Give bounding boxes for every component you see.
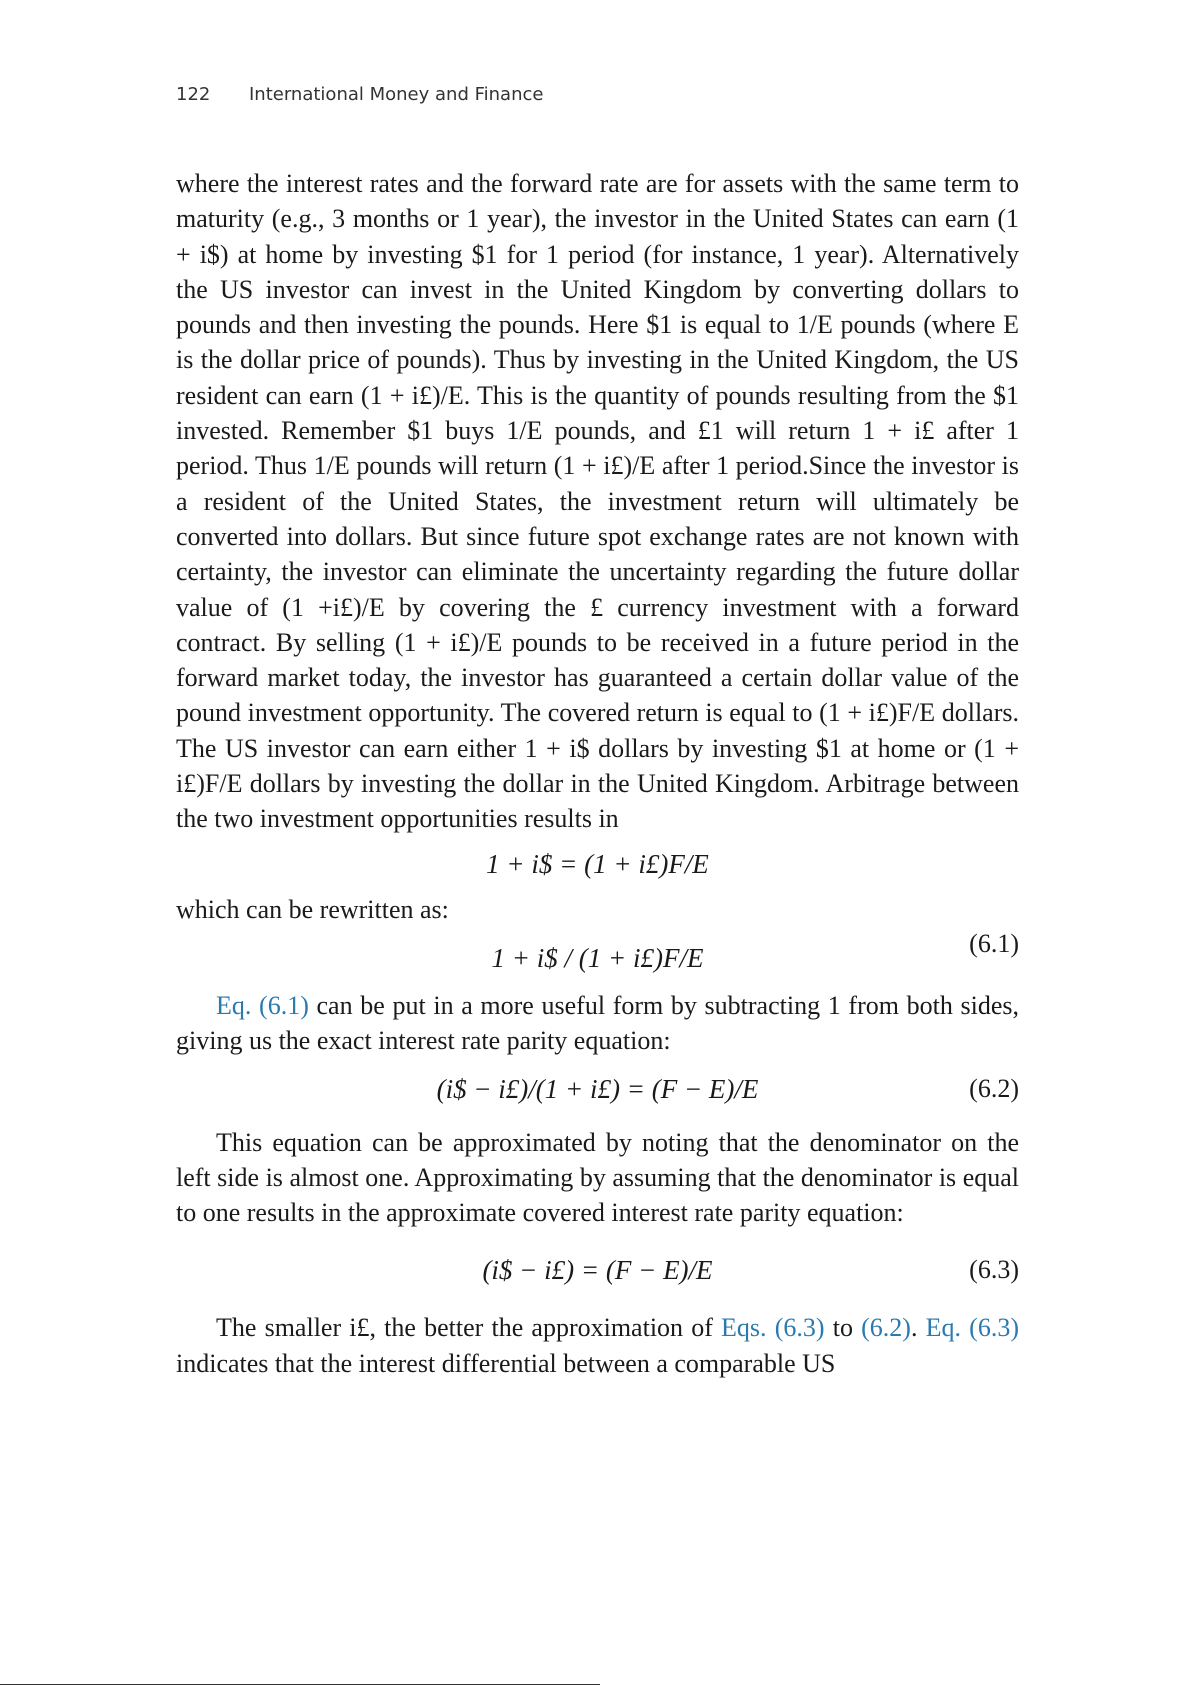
- page-number: 122: [176, 84, 211, 105]
- eq-6-2-link[interactable]: (6.2): [861, 1313, 911, 1343]
- paragraph-covered-return: where the interest rates and the forward rate are for assets with the same term to maturity (e.g., 3 months or 1 year), the investor in the United States can earn (1 + i$) at home by investing $1 for 1 period (for instance, 1 year). Alternatively the US investor can invest in the United Kingdom by converting dollars to pounds and then investing the pounds. Here $1 is equal to 1/E pounds (where E is the dollar price of pounds). Thus by investing in the United Kingdom, the US resident can earn (1 + i£)/E. This is the quantity of pounds resulting from the $1 invested. Remember $1 buys 1/E pounds, and £1 will return 1 + i£ after 1 period. Thus 1/E pounds will return (1 + i£)/E after 1 period.Since the investor is a resident of the United States, the investment return will ultimately be converted into dollars. But since future spot exchange rates are not known with certainty, the investor can eliminate the uncertainty regarding the future dollar value of (1 +i£)/E by covering the £ currency investment with a forward contract. By selling (1 + i£)/E pounds to be received in a future period in the forward market today, the investor has guaranteed a certain dollar value of the pound investment opportunity. The covered return is equal to (1 + i£)F/E dollars. The US investor can earn either 1 + i$ dollars by investing $1 at home or (1 + i£)F/E dollars by investing the dollar in the United Kingdom. Arbitrage between the two investment opportunities results in: [176, 169, 1019, 834]
- equation-arbitrage: [176, 846, 1019, 882]
- page-body: [176, 166, 1019, 1381]
- equation-expression: 1 + i$ = (1 + i£)F/E: [486, 848, 709, 879]
- eq-6-1-link[interactable]: Eq. (6.1): [216, 990, 309, 1020]
- equation-6-2: [176, 1071, 1019, 1107]
- paragraph-exact-parity: [176, 988, 1019, 1059]
- paragraph-rewritten: which can be rewritten as:: [176, 894, 449, 924]
- paragraph-text: .: [910, 1313, 926, 1343]
- paragraph-interest-differential: [176, 1310, 1019, 1381]
- paragraph-text: indicates that the interest differential between a comparable US: [176, 1348, 836, 1378]
- equation-6-3: [176, 1252, 1019, 1288]
- equation-6-1: [176, 928, 1019, 976]
- eqs-6-3-link[interactable]: Eqs. (6.3): [721, 1313, 825, 1343]
- equation-expression: 1 + i$ / (1 + i£)F/E: [491, 942, 704, 973]
- equation-number: (6.3): [969, 1255, 1019, 1285]
- paragraph-text: to: [824, 1313, 862, 1343]
- paragraph-text: The smaller i£, the better the approximation of: [216, 1313, 722, 1343]
- paragraph-text: can be put in a more useful form by subtracting 1 from both sides, giving us the exact interest rate parity equation:: [176, 990, 1019, 1056]
- equation-number: (6.1): [969, 928, 1019, 958]
- eq-6-3-link[interactable]: Eq. (6.3): [925, 1313, 1019, 1343]
- running-header: [176, 84, 543, 105]
- equation-expression: (i$ − i£)/(1 + i£) = (F − E)/E: [436, 1073, 759, 1104]
- equation-number: (6.2): [969, 1073, 1019, 1103]
- running-title: International Money and Finance: [249, 84, 544, 105]
- paragraph-approximation: This equation can be approximated by noting that the denominator on the left side is almost one. Approximating by assuming that the denominator is equal to one results in the approximate covered interest rate parity equation:: [176, 1127, 1019, 1228]
- equation-expression: (i$ − i£) = (F − E)/E: [482, 1255, 713, 1286]
